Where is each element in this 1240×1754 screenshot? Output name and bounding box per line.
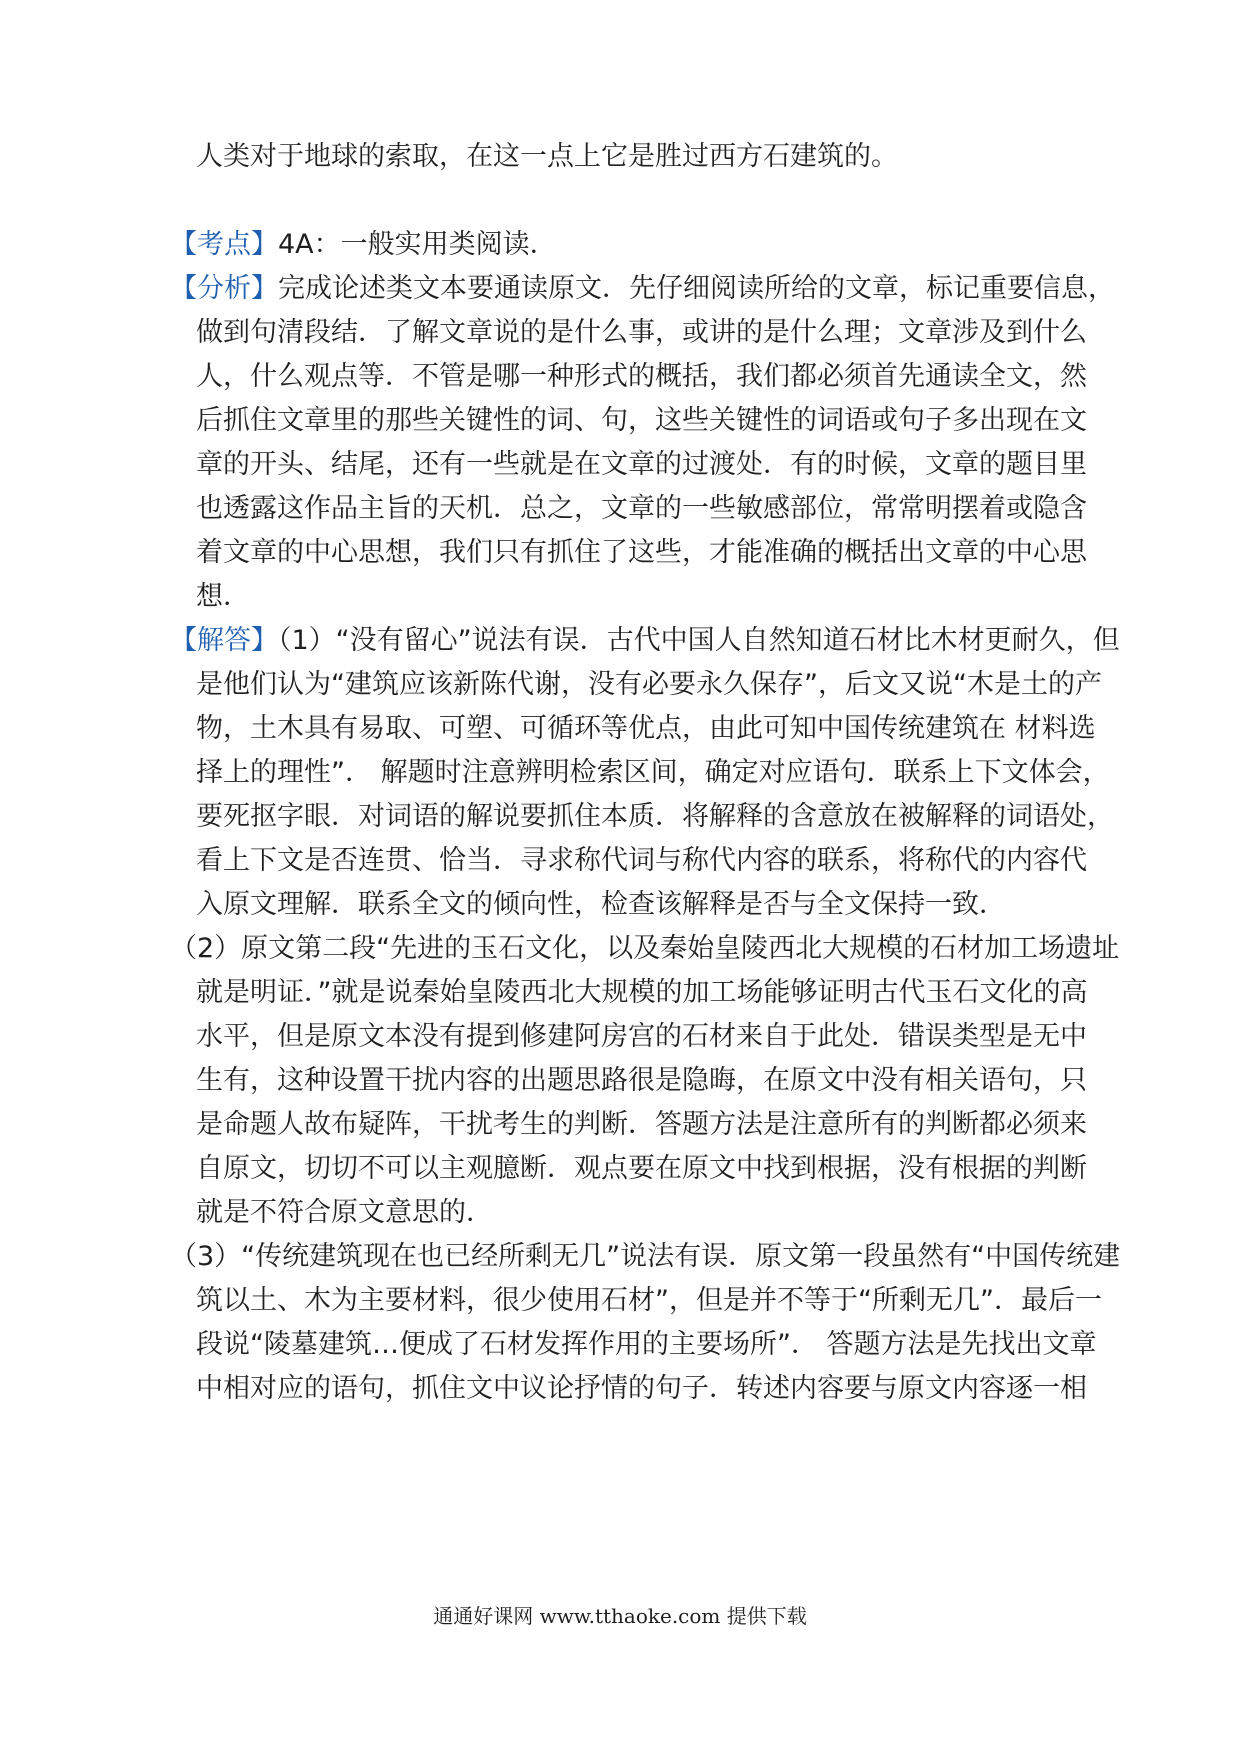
fenxi-line: 着文章的中心思想，我们只有抓住了这些，才能准确的概括出文章的中心思 bbox=[196, 537, 1087, 568]
answer-2-line: 是命题人故布疑阵，干扰考生的判断．答题方法是注意所有的判断都必须来 bbox=[196, 1109, 1087, 1140]
answer-2-line: 水平，但是原文本没有提到修建阿房宫的石材来自于此处．错误类型是无中 bbox=[196, 1021, 1087, 1052]
kaodian-row bbox=[170, 228, 557, 262]
fenxi-line: 后抓住文章里的那些关键性的词、句，这些关键性的词语或句子多出现在文 bbox=[196, 405, 1087, 436]
fenxi-line: 也透露这作品主旨的天机．总之，文章的一些敏感部位，常常明摆着或隐含 bbox=[196, 493, 1087, 524]
fenxi-line: 人，什么观点等．不管是哪一种形式的概括，我们都必须首先通读全文，然 bbox=[196, 361, 1087, 392]
kaodian-text: 4A：一般实用类阅读． bbox=[278, 229, 557, 260]
answer-1-line: 看上下文是否连贯、恰当．寻求称代词与称代内容的联系，将称代的内容代 bbox=[196, 845, 1087, 876]
answer-3-line: 中相对应的语句，抓住文中议论抒情的句子．转述内容要与原文内容逐一相 bbox=[196, 1373, 1087, 1404]
answer-1-line: （1）“没有留心”说法有误．古代中国人自然知道石材比木材更耐久，但 bbox=[278, 625, 1120, 656]
page-footer: 通通好课网 www.tthaoke.com 提供下载 bbox=[433, 1604, 807, 1628]
answer-1-line: 要死抠字眼．对词语的解说要抓住本质．将解释的含意放在被解释的词语处， bbox=[196, 801, 1114, 832]
answer-2-line: 就是明证．”就是说秦始皇陵西北大规模的加工场能够证明古代玉石文化的高 bbox=[196, 977, 1088, 1008]
answer-3-line: 段说“陵墓建筑…便成了石材发挥作用的主要场所”． 答题方法是先找出文章 bbox=[196, 1329, 1097, 1360]
fenxi-line: 做到句清段结．了解文章说的是什么事，或讲的是什么理；文章涉及到什么 bbox=[196, 317, 1087, 348]
answer-2-line: 生有，这种设置干扰内容的出题思路很是隐晦，在原文中没有相关语句，只 bbox=[196, 1065, 1087, 1096]
answer-3-line: 筑以土、木为主要材料，很少使用石材”，但是并不等于“所剩无几”．最后一 bbox=[196, 1285, 1102, 1316]
jieda-row bbox=[170, 624, 1120, 658]
answer-1-line: 物，土木具有易取、可塑、可循环等优点，由此可知中国传统建筑在 材料选 bbox=[196, 713, 1096, 744]
answer-2-line: 就是不符合原文意思的． bbox=[196, 1197, 493, 1228]
answer-1-line: 择上的理性”． 解题时注意辨明检索区间，确定对应语句．联系上下文体会， bbox=[196, 757, 1110, 788]
fenxi-line: 章的开头、结尾，还有一些就是在文章的过渡处．有的时候，文章的题目里 bbox=[196, 449, 1087, 480]
fenxi-line: 想． bbox=[196, 581, 250, 612]
answer-2-line: （2）原文第二段“先进的玉石文化，以及秦始皇陵西北大规模的石材加工场遗址 bbox=[170, 933, 1120, 964]
fenxi-line: 完成论述类文本要通读原文．先仔细阅读所给的文章，标记重要信息， bbox=[278, 273, 1115, 304]
fenxi-row bbox=[170, 272, 1115, 306]
jieda-label: 【解答】 bbox=[170, 625, 278, 656]
kaodian-label: 【考点】 bbox=[170, 229, 278, 260]
answer-3-line: （3）“传统建筑现在也已经所剩无几”说法有误．原文第一段虽然有“中国传统建 bbox=[170, 1241, 1121, 1272]
fenxi-label: 【分析】 bbox=[170, 273, 278, 304]
answer-2-line: 自原文，切切不可以主观臆断．观点要在原文中找到根据，没有根据的判断 bbox=[196, 1153, 1087, 1184]
intro-line: 人类对于地球的索取，在这一点上它是胜过西方石建筑的。 bbox=[196, 141, 898, 172]
answer-1-line: 入原文理解．联系全文的倾向性，检查该解释是否与全文保持一致． bbox=[196, 889, 1006, 920]
answer-1-line: 是他们认为“建筑应该新陈代谢，没有必要永久保存”，后文又说“木是土的产 bbox=[196, 669, 1102, 700]
